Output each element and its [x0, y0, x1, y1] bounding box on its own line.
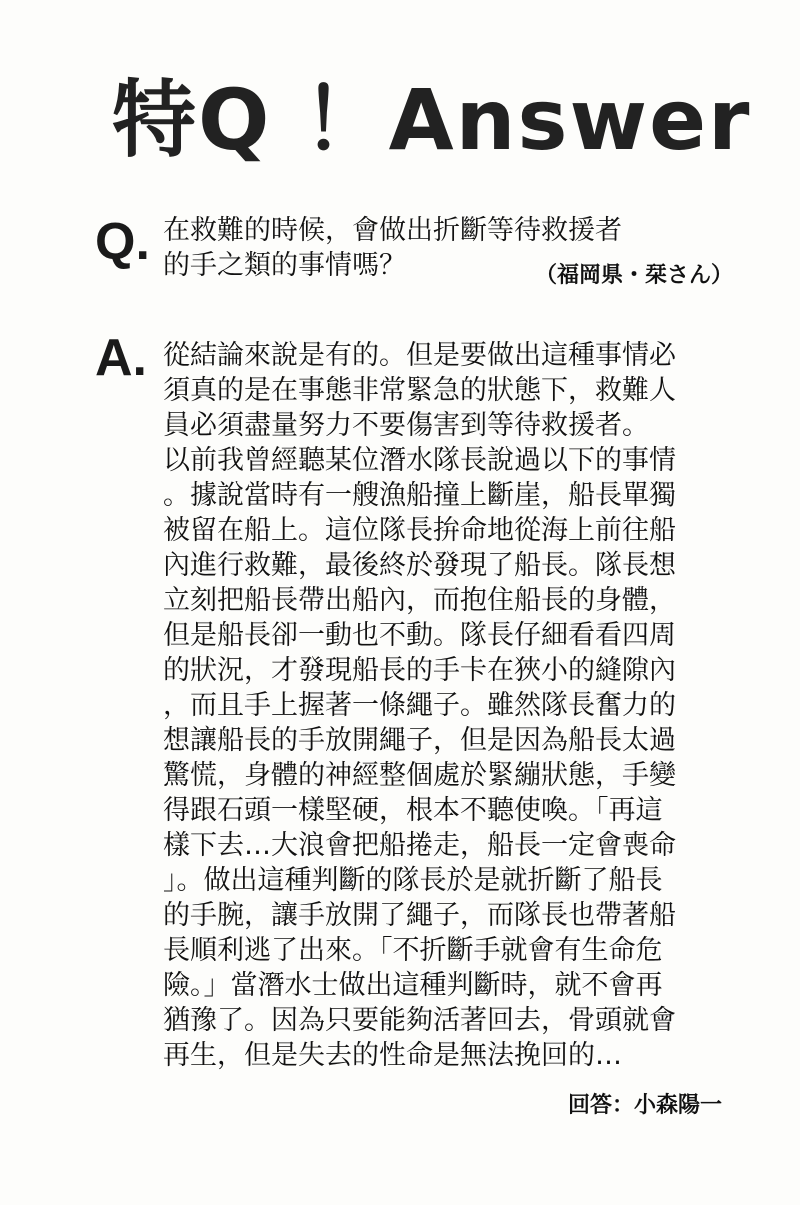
answer-line: 的狀況，才發現船長的手卡在狹小的縫隙內: [163, 655, 676, 686]
answer-line: 猶豫了。因為只要能夠活著回去，骨頭就會: [163, 1005, 676, 1036]
answer-line: 樣下去…大浪會把船捲走，船長一定會喪命: [163, 830, 676, 861]
page-title: 特Q ！Answer: [112, 71, 752, 169]
answer-text: [163, 338, 719, 1073]
answer-line: 得跟石頭一樣堅硬，根本不聽使喚。「再這: [163, 795, 663, 826]
answer-line: 內進行救難，最後終於發現了船長。隊長想: [163, 550, 676, 581]
answer-line: 立刻把船長帶出船內，而抱住船長的身體，: [163, 585, 676, 616]
answer-line: 想讓船長的手放開繩子，但是因為船長太過: [163, 725, 676, 756]
answer-line: 險。」當潛水士做出這種判斷時，就不會再: [163, 970, 663, 1001]
answer-line: 從結論來說是有的。但是要做出這種事情必: [163, 340, 676, 371]
answer-line: 須真的是在事態非常緊急的狀態下，救難人: [163, 375, 676, 406]
answer-line: 被留在船上。這位隊長拚命地從海上前往船: [163, 515, 676, 546]
answer-line: 但是船長卻一動也不動。隊長仔細看看四周: [163, 620, 676, 651]
answer-line: 再生，但是失去的性命是無法挽回的…: [163, 1040, 622, 1071]
answer-line: 長順利逃了出來。「不折斷手就會有生命危: [163, 935, 663, 966]
question-line: 的手之類的事情嗎？: [163, 250, 406, 281]
question-line: 在救難的時候，會做出折斷等待救援者: [163, 215, 622, 246]
question-marker: Q.: [95, 213, 150, 271]
answer-line: 」。做出這種判斷的隊長於是就折斷了船長: [163, 865, 663, 896]
question-sender: （福岡県・栞さん）: [535, 263, 734, 288]
answerer-credit: 回答：小森陽一: [568, 1093, 723, 1118]
answer-line: 以前我曾經聽某位潛水隊長說過以下的事情: [163, 445, 676, 476]
answer-line: 。據說當時有一艘漁船撞上斷崖，船長單獨: [163, 480, 676, 511]
answer-line: 驚慌，身體的神經整個處於緊繃狀態，手變: [163, 760, 676, 791]
answer-line: ，而且手上握著一條繩子。雖然隊長奮力的: [163, 690, 676, 721]
answer-marker: A.: [95, 329, 147, 387]
answer-line: 員必須盡量努力不要傷害到等待救援者。: [163, 410, 649, 441]
answer-line: 的手腕，讓手放開了繩子，而隊長也帶著船: [163, 900, 676, 931]
